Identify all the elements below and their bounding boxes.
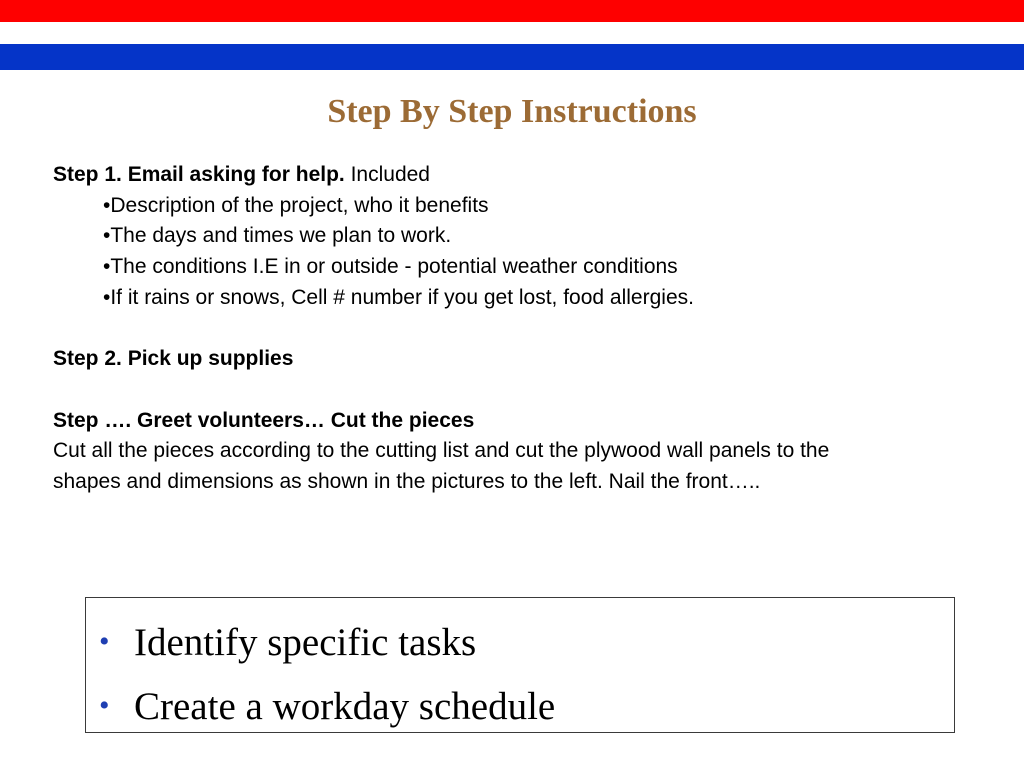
step1-bullet: •If it rains or snows, Cell # number if you get lost, food allergies. — [103, 285, 694, 309]
summary-item — [99, 674, 555, 738]
step1-line — [53, 160, 1013, 191]
summary-item-text: Create a workday schedule — [134, 684, 556, 728]
bullet-icon: • — [99, 689, 110, 722]
spacer — [53, 375, 1013, 406]
step3-heading: Step …. Greet volunteers… Cut the pieces — [53, 408, 475, 432]
summary-item-text: Identify specific tasks — [134, 620, 477, 664]
summary-box — [85, 597, 955, 733]
header-red-stripe — [0, 0, 1024, 22]
header-blue-stripe — [0, 44, 1024, 70]
step1-bullet: •Description of the project, who it benefits — [103, 193, 489, 217]
spacer — [53, 314, 1013, 345]
step3-line — [53, 406, 1013, 437]
step1-heading: Step 1. Email asking for help. — [53, 163, 345, 186]
summary-item — [99, 610, 555, 674]
step3-text-line: shapes and dimensions as shown in the pictures to the left. Nail the front….. — [53, 470, 761, 493]
step1-suffix: Included — [344, 163, 430, 186]
step1-bullet: •The conditions I.E in or outside - potential weather conditions — [103, 255, 678, 279]
step3-text-line: Cut all the pieces according to the cutting list and cut the plywood wall panels to the — [53, 439, 830, 463]
summary-list — [99, 610, 555, 738]
step1-bullet: •The days and times we plan to work. — [103, 224, 452, 248]
bullet-icon: • — [99, 625, 110, 658]
step2-heading: Step 2. Pick up supplies — [53, 347, 294, 371]
step2-line — [53, 344, 1013, 375]
instructions-body — [53, 160, 1013, 498]
slide-title: Step By Step Instructions — [327, 93, 697, 130]
